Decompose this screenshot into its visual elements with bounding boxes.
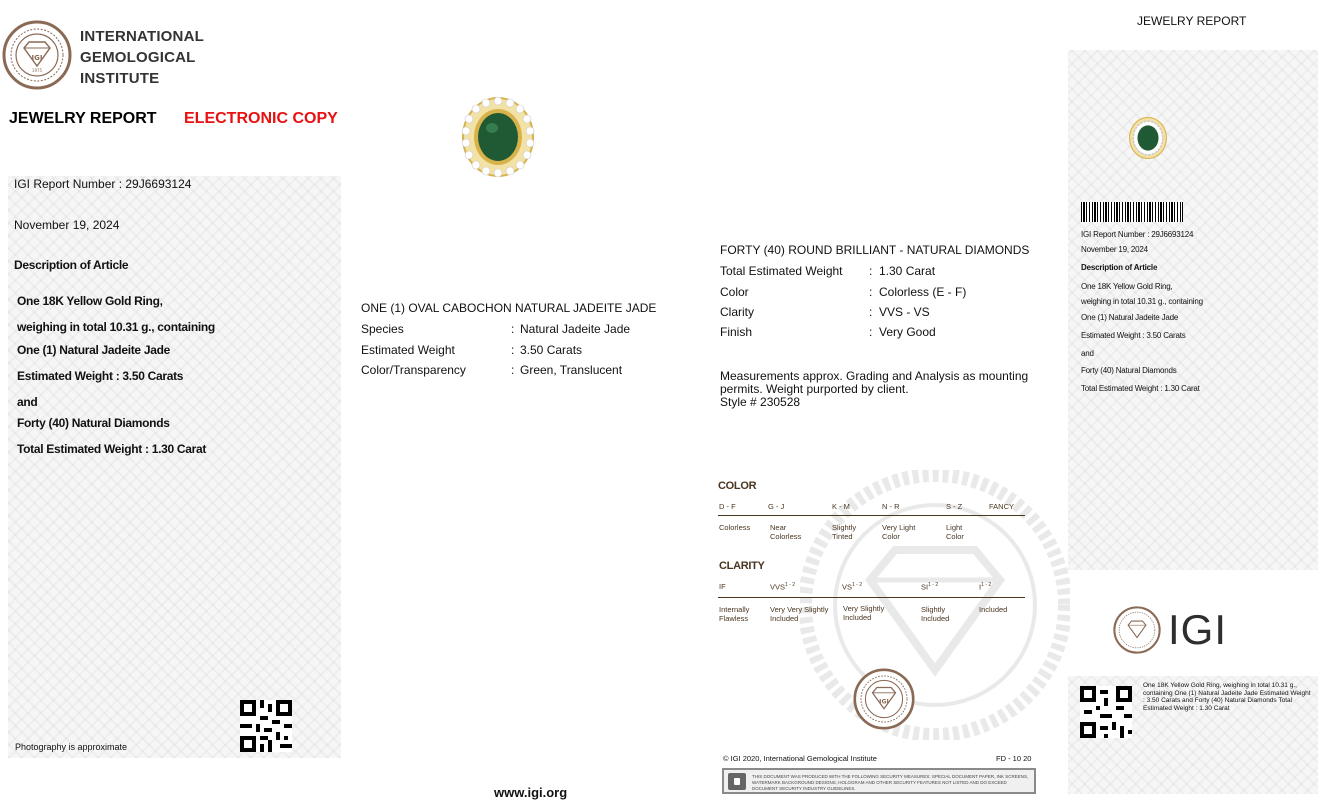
- website-link[interactable]: www.igi.org: [494, 785, 568, 800]
- jade-row-label: Color/Transparency: [361, 363, 466, 377]
- clarity-desc: Very Very Slightly Included: [770, 605, 829, 623]
- description-line: One 18K Yellow Gold Ring,: [17, 294, 163, 308]
- dia-row-sep: :: [869, 325, 873, 339]
- description-line: and: [17, 395, 38, 409]
- clarity-desc: Very Slightly Included: [843, 604, 885, 622]
- igi-seal-small: [853, 668, 915, 735]
- style-number: Style # 230528: [720, 395, 801, 409]
- color-grade: FANCY: [989, 502, 1015, 511]
- rc-date: November 19, 2024: [1081, 245, 1148, 254]
- diamonds-heading: FORTY (40) ROUND BRILLIANT - NATURAL DIAMONDS: [720, 243, 1030, 257]
- dia-row-label: Finish: [720, 325, 753, 339]
- report-number: IGI Report Number : 29J6693124: [14, 177, 192, 191]
- clarity-desc: Slightly Included: [921, 605, 950, 623]
- rc-bottom-summary: One 18K Yellow Gold Ring, weighing in total 10.31 g., containing One (1) Natural Jadeite Jade Estimated Weight : 3.50 Carats and Forty (40) Natural Diamonds Total Estimated Weight : 1.30 Carat: [1143, 682, 1311, 712]
- clarity-grade: IF: [719, 582, 726, 591]
- svg-text:IGI: IGI: [879, 698, 889, 706]
- rc-description-line: One (1) Natural Jadeite Jade: [1081, 313, 1179, 322]
- rc-description-heading: Description of Article: [1081, 263, 1158, 272]
- jade-row-sep: :: [511, 363, 515, 377]
- measurements-note: [720, 370, 1040, 409]
- security-text: THIS DOCUMENT WAS PRODUCED WITH THE FOLLOWING SECURITY MEASURES: SPECIAL DOCUMENT PAPER, INK SCREENS, WATERMARK BACKGROUND DESIGNS, HOLOGRAM AND OTHER SECURITY FEATURES NOT LISTED AND DO EXCEED DOCUMENT SECURITY INDUSTRY GUIDELINES.: [752, 774, 1029, 791]
- report-date: November 19, 2024: [14, 218, 120, 232]
- dia-row-sep: :: [869, 285, 873, 299]
- jade-row-value: Green, Translucent: [520, 363, 623, 377]
- dia-row-value: VVS - VS: [879, 305, 930, 319]
- description-line: Estimated Weight : 3.50 Carats: [17, 369, 184, 383]
- color-scale-line: [718, 515, 1025, 516]
- rc-report-number: IGI Report Number : 29J6693124: [1081, 230, 1194, 239]
- rc-description-line: weighing in total 10.31 g., containing: [1081, 297, 1203, 306]
- igi-logo-seal: [1113, 606, 1161, 659]
- color-desc: Slightly Tinted: [832, 523, 857, 541]
- clarity-grade: SI$^{1 - 2}$: [921, 582, 939, 592]
- dia-row-label: Total Estimated Weight: [720, 264, 843, 278]
- rc-description-line: and: [1081, 349, 1094, 358]
- qr-code[interactable]: [240, 700, 292, 757]
- color-grade: G - J: [768, 502, 785, 511]
- report-title: JEWELRY REPORT: [9, 110, 157, 127]
- rc-ring-photo: [1128, 116, 1168, 160]
- jade-row-sep: :: [511, 322, 515, 336]
- clarity-scale-title: CLARITY: [719, 560, 765, 572]
- jade-heading: ONE (1) OVAL CABOCHON NATURAL JADEITE JADE: [361, 301, 657, 315]
- igi-logo-text: IGI: [1168, 606, 1228, 653]
- rc-info-panel: [1068, 50, 1318, 570]
- security-notice: [722, 768, 1036, 794]
- jade-row-label: Estimated Weight: [361, 343, 455, 357]
- igi-seal-logo: [2, 20, 72, 90]
- color-desc: Near Colorless: [770, 523, 802, 541]
- color-grade: K - M: [832, 502, 850, 511]
- clarity-scale-line: [718, 597, 1025, 598]
- seal-year: 1975: [31, 68, 43, 73]
- barcode: [1081, 202, 1183, 222]
- dia-row-sep: :: [869, 264, 873, 278]
- rc-description-line: Total Estimated Weight : 1.30 Carat: [1081, 384, 1200, 393]
- clarity-desc: Internally Flawless: [719, 605, 750, 623]
- measurements-text: Measurements approx. Grading and Analysis as mounting permits. Weight purported by client.: [720, 369, 1029, 396]
- electronic-copy-label: ELECTRONIC COPY: [184, 110, 338, 127]
- dia-row-label: Clarity: [720, 305, 755, 319]
- rc-report-title: JEWELRY REPORT: [1137, 14, 1247, 28]
- svg-text:IGI: IGI: [31, 54, 43, 62]
- lock-icon: [728, 773, 746, 790]
- clarity-grade: $I^{1 - 2}$: [979, 582, 992, 592]
- description-line: One (1) Natural Jadeite Jade: [17, 343, 170, 357]
- dia-row-value: Very Good: [879, 325, 936, 339]
- rc-qr-code[interactable]: [1080, 686, 1132, 743]
- jade-row-value: Natural Jadeite Jade: [520, 322, 631, 336]
- photography-note: Photography is approximate: [15, 742, 128, 752]
- clarity-grade: VVS$^{1 - 2}$: [770, 582, 796, 592]
- rc-description-line: Forty (40) Natural Diamonds: [1081, 366, 1177, 375]
- color-grade: N - R: [882, 502, 900, 511]
- dia-row-sep: :: [869, 305, 873, 319]
- clarity-grade: VS$^{1 - 2}$: [842, 582, 863, 592]
- color-grade: S - Z: [946, 502, 963, 511]
- description-heading: Description of Article: [14, 258, 129, 272]
- dia-row-label: Color: [720, 285, 749, 299]
- dia-row-value: Colorless (E - F): [879, 285, 967, 299]
- color-desc: Very Light Color: [882, 523, 916, 541]
- jade-row-label: Species: [361, 322, 404, 336]
- description-line: weighing in total 10.31 g., containing: [17, 320, 215, 334]
- jade-row-value: 3.50 Carats: [520, 343, 583, 357]
- institute-name: [80, 26, 204, 89]
- copyright: © IGI 2020, International Gemological Institute: [723, 754, 877, 763]
- clarity-desc: Included: [979, 605, 1008, 614]
- rc-description-line: One 18K Yellow Gold Ring,: [1081, 282, 1173, 291]
- institute-line-1: INTERNATIONAL: [80, 28, 204, 45]
- institute-line-2: GEMOLOGICAL: [80, 49, 196, 66]
- rc-description-line: Estimated Weight : 3.50 Carats: [1081, 331, 1186, 340]
- color-desc: Light Color: [946, 523, 964, 541]
- color-grade: D - F: [719, 502, 736, 511]
- color-scale-title: COLOR: [718, 480, 757, 492]
- dia-row-value: 1.30 Carat: [879, 264, 936, 278]
- institute-line-3: INSTITUTE: [80, 70, 160, 87]
- color-desc: Colorless: [719, 523, 751, 532]
- jade-row-sep: :: [511, 343, 515, 357]
- description-line: Total Estimated Weight : 1.30 Carat: [17, 442, 207, 456]
- ring-photo: [460, 96, 536, 178]
- description-line: Forty (40) Natural Diamonds: [17, 416, 170, 430]
- form-code: FD - 10 20: [996, 754, 1032, 763]
